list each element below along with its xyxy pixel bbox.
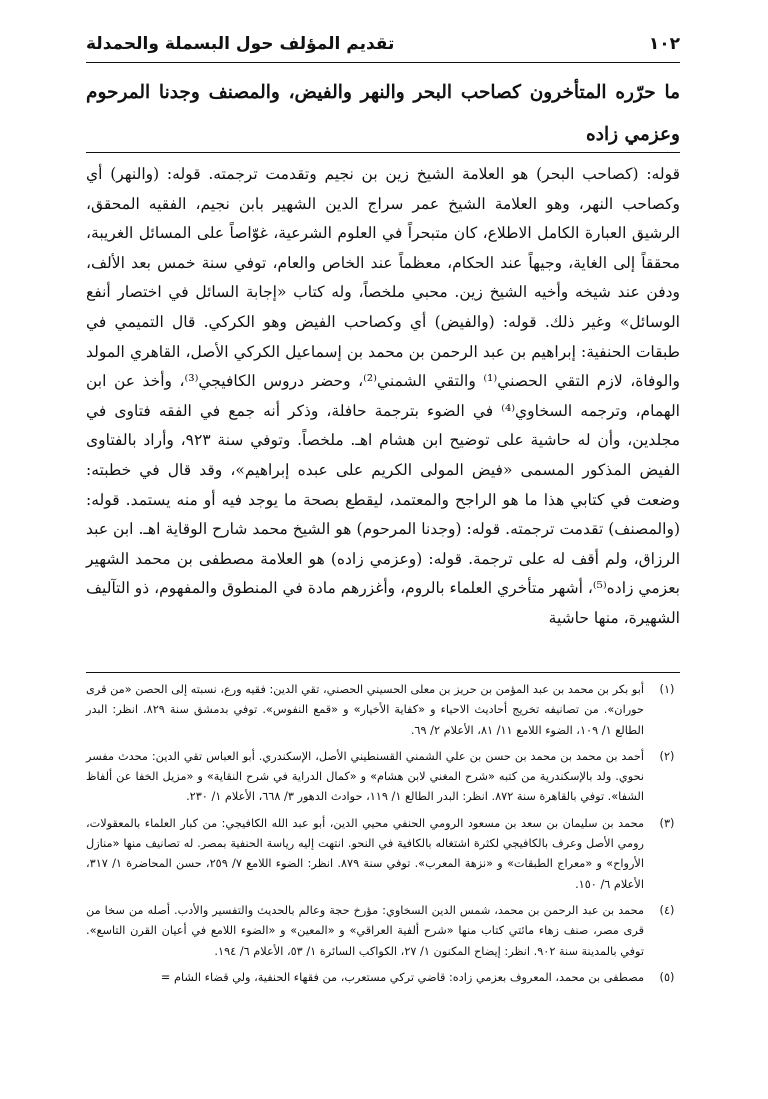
footnotes-rule — [86, 672, 680, 673]
footnote-number: (١) — [659, 683, 675, 696]
footnote — [86, 968, 680, 988]
main-text: ما حرّره المتأخرون كصاحب البحر والنهر والفيض، والمصنف وجدنا المرحوم وعزمي زاده — [86, 82, 680, 145]
commentary-paragraph: قوله: (كصاحب البحر) هو العلامة الشيخ زين بن نجيم وتقدمت ترجمته. قوله: (والنهر) أي وكصاحب النهر، وهو العلامة الشيخ عمر سراج الدين الشهير بابن نجيم، الفقيه المحقق، الرشيق العبارة الكامل الاطلاع، كان متبحراً في العلوم الشرعية، غوّاصاً على المسائل الغريبة، محققاً إلى الغاية، وجيهاً عند الحكام، معظماً عند الخاص والعام، توفي سنة خمس بعد الألف، ودفن عند شيخه وأخيه الشيخ زين. محبي ملخصاً، وله كتاب «إجابة السائل في اختصار أنفع الوسائل» وغير ذلك. قوله: (والفيض) أي وكصاحب الفيض وهو الكركي. قال التميمي في طبقات الحنفية: إبراهيم بن عبد الرحمن بن محمد بن إسماعيل الكركي الأصل، القاهري المولد والوفاة، لازم التقي الحصني⁽¹⁾ والتقي الشمني⁽²⁾، وحضر دروس الكافيجي⁽³⁾، وأخذ عن ابن الهمام، وترجمه السخاوي⁽⁴⁾ في الضوء بترجمة حافلة، وذكر أنه جمع في الفقه فتاوى في مجلدين، وأن له حاشية على توضيح ابن هشام اهـ. ملخصاً. وتوفي سنة ٩٢٣، وأراد بالفتاوى الفيض المذكور المسمى «فيض المولى الكريم على عبده إبراهيم»، وقد قال في خطبته: وضعت في كتابي هذا ما هو الراجح والمعتمد، ليقطع بصحة ما يوجد فيه أو منه يستمد. قوله: (والمصنف) تقدمت ترجمته. قوله: (وجدنا المرحوم) هو الشيخ محمد شارح الوقاية اهـ. ابن عبد الرزاق، ولم أقف له على ترجمة. قوله: (وعزمي زاده) هو العلامة مصطفى بن محمد الشهير بعزمي زاده⁽⁵⁾، أشهر متأخري العلماء بالروم، وأغزرهم مادة في المنطوق والمفهوم، ذو التآليف الشهيرة، منها حاشية — [86, 165, 680, 627]
header-rule — [86, 62, 680, 63]
footnote-text: أحمد بن محمد بن محمد بن حسن بن علي الشمني القسنطيني الأصل، الإسكندري. أبو العباس تقي الدين: محدث مفسر نحوي. ولد بالإسكندرية من كتبه «شرح المغني لابن هشام» و «كمال الدراية في شرح النقاية» و «مزيل الخفا عن ألفاظ الشفا». توفي بالقاهرة سنة ٨٧٢. انظر: البدر الطالع ١/ ١١٩، حوادث الدهور ٣/ ٦٦٨، الأعلام ١/ ٢٣٠. — [86, 749, 644, 804]
running-head — [86, 30, 680, 58]
footnote-number: (٥) — [659, 970, 675, 984]
footnote-text: أبو بكر بن محمد بن عبد المؤمن بن حريز بن معلى الحسيني الحصني، تقي الدين: فقيه ورع، نسبته إلى الحصن «من قرى حوران». من تصانيفه تخريج أحاديث الاحياء و «كفاية الأخيار» و «قمع النفوس». توفي بدمشق سنة ٨٢٩. انظر: البدر الطالع ١/ ١٠٩، الضوء اللامع ١١/ ٨١، الأعلام ٢/ ٦٩. — [86, 683, 644, 737]
footnote-text: محمد بن عبد الرحمن بن محمد، شمس الدين السخاوي: مؤرخ حجة وعالم بالحديث والتفسير والأدب. أصله من سخا من قرى مصر، صنف زهاء مائتي كتاب منها «شرح ألفية العراقي» و «المعين» و «الضوء اللامع في أعيان القرن التاسع». توفي بالمدينة سنة ٩٠٢. انظر: إيضاح المكنون ١/ ٢٧، الكواكب السائرة ١/ ٥٣، الأعلام ٦/ ١٩٤. — [86, 903, 644, 958]
page-number: ١٠٢ — [648, 34, 680, 54]
footnote — [86, 901, 680, 962]
footnote — [86, 814, 680, 895]
footnote-text: محمد بن سليمان بن سعد بن مسعود الرومي الحنفي محيي الدين، أبو عبد الله الكافيجي: من كبار العلماء بالمعقولات، رومي الأصل وعرف بالكافيجي لكثرة اشتغاله بالكافية في النحو. انتهت إليه رياسة الحنفية بمصر. له تصانيف منها «منازل الأرواح» و «معراج الطبقات» و «نزهة المعرب». توفي سنة ٨٧٩. انظر: الضوء اللامع ٧/ ٢٥٩، حسن المحاضرة ١/ ٣١٧، الأعلام ٦/ ١٥٠. — [86, 816, 644, 891]
footnote — [86, 680, 680, 741]
footnote-number: (٣) — [659, 816, 675, 830]
commentary — [86, 160, 680, 634]
running-title: تقديم المؤلف حول البسملة والحمدلة — [86, 34, 395, 54]
footnote — [86, 747, 680, 808]
footnote-text: مصطفى بن محمد، المعروف بعزمي زاده: قاضي تركي مستعرب، من فقهاء الحنفية، ولي قضاء الشام = — [160, 970, 644, 984]
footnote-number: (٤) — [659, 903, 675, 917]
footnotes — [86, 680, 680, 994]
main-text-rule — [86, 152, 680, 153]
footnote-number: (٢) — [659, 749, 675, 763]
